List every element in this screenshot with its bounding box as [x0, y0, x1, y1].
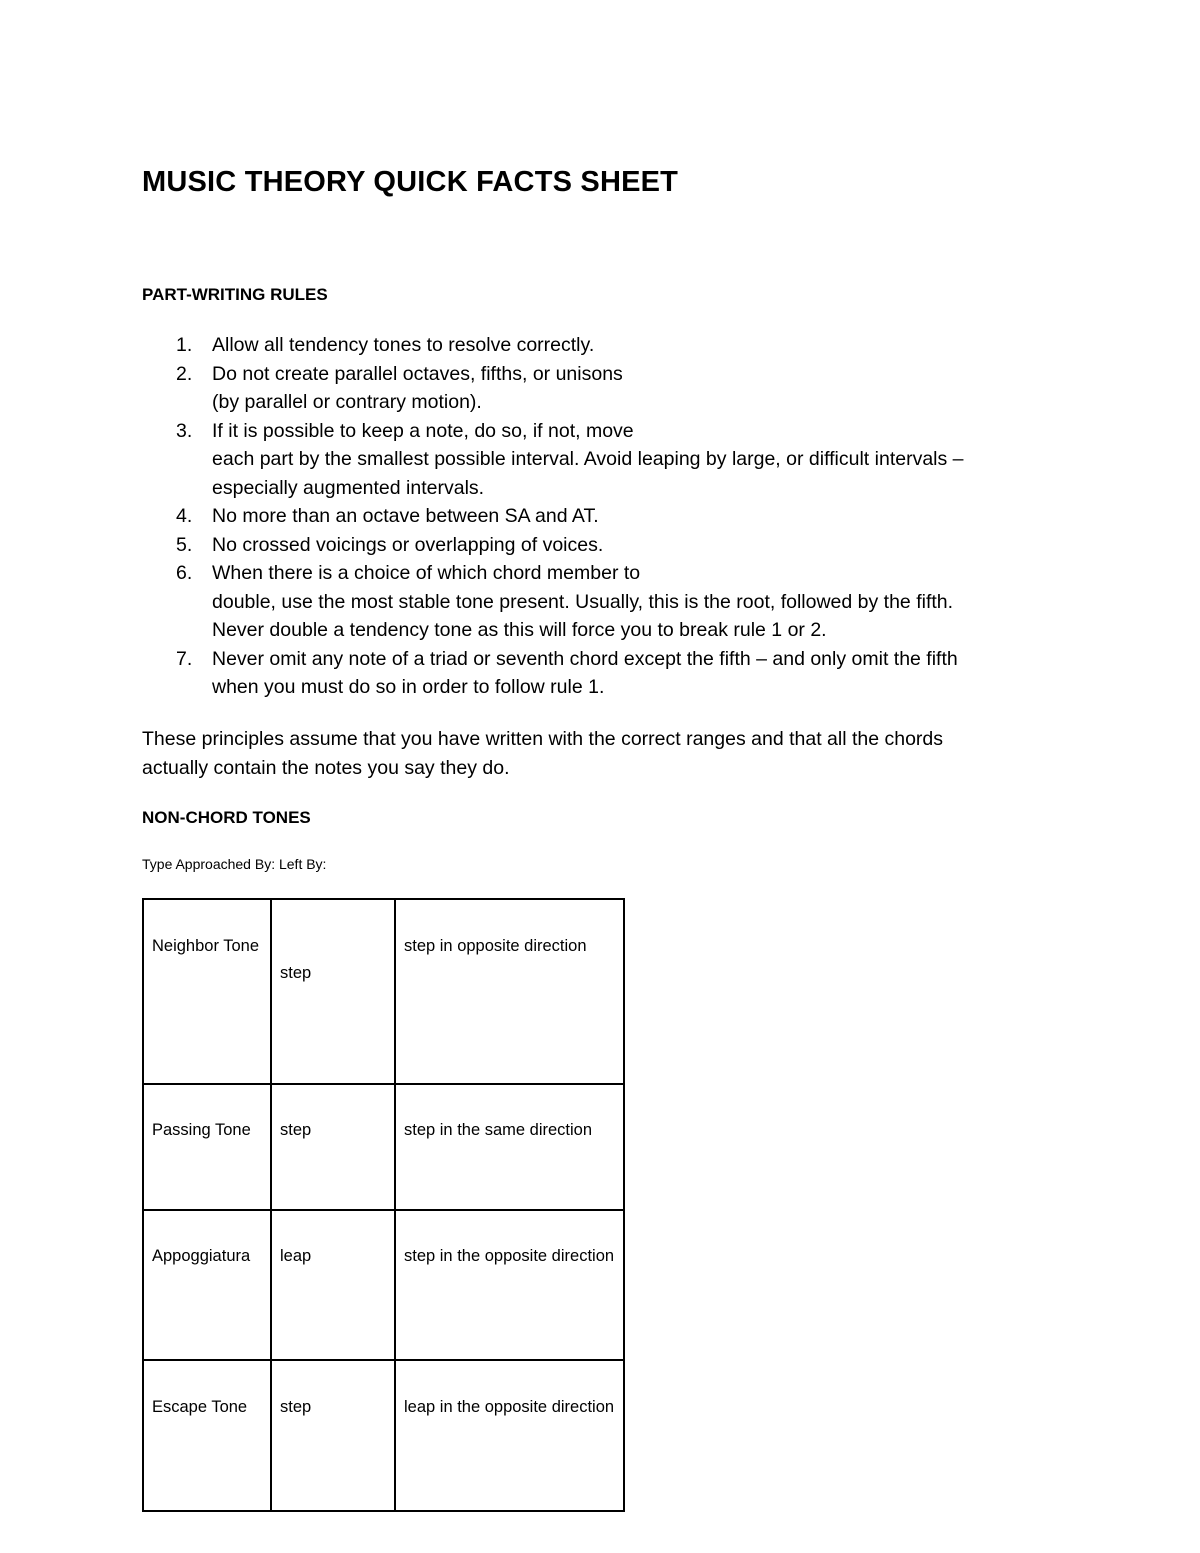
left-text: leap in the opposite direction [404, 1398, 615, 1416]
approached-text: leap [280, 1247, 312, 1265]
rule-item [142, 559, 1072, 645]
rule-text-line: No crossed voicings or overlapping of voices. [212, 533, 604, 556]
rule-text-line: especially augmented intervals. [212, 476, 485, 499]
rule-number: 2. [176, 362, 193, 385]
principles-line: actually contain the notes you say they do. [142, 756, 510, 779]
table-row [143, 1084, 624, 1210]
rule-text-line: when you must do so in order to follow rule 1. [212, 676, 605, 698]
rule-number: 6. [176, 562, 193, 584]
non-chord-tones-heading: NON-CHORD TONES [142, 808, 311, 827]
principles-paragraph [142, 725, 1072, 782]
rule-text-line: Never omit any note of a triad or seventh chord except the fifth – and only omit the fifth [212, 647, 958, 670]
rule-item [142, 360, 1072, 417]
part-writing-heading: PART-WRITING RULES [142, 285, 328, 304]
type-cell [143, 899, 271, 1084]
left-text: step in the same direction [404, 1121, 593, 1139]
approached-cell [271, 899, 395, 1084]
rule-number: 1. [176, 334, 193, 356]
non-chord-tones-table [142, 898, 625, 1512]
approached-cell [271, 1360, 395, 1511]
table-row [143, 1360, 624, 1511]
principles-line: These principles assume that you have written with the correct ranges and that all the chords [142, 728, 944, 750]
approached-cell [271, 1084, 395, 1210]
rule-item [142, 531, 1072, 560]
rule-number: 7. [176, 647, 193, 670]
rule-text-line: No more than an octave between SA and AT. [212, 505, 599, 527]
left-text: step in the opposite direction [404, 1247, 615, 1265]
type-cell [143, 1360, 271, 1511]
rule-text-line: Do not create parallel octaves, fifths, or unisons [212, 362, 623, 385]
type-cell [143, 1084, 271, 1210]
approached-cell [271, 1210, 395, 1360]
table-row [143, 899, 624, 1084]
rule-item [142, 417, 1072, 503]
rule-item [142, 645, 1072, 702]
type-text: Appoggiatura [152, 1247, 251, 1265]
approached-text: step [280, 964, 312, 982]
type-text: Neighbor Tone [152, 937, 260, 955]
rule-text-line: Never double a tendency tone as this will force you to break rule 1 or 2. [212, 619, 827, 641]
rule-text-line: each part by the smallest possible interval. Avoid leaping by large, or difficult intervals – [212, 448, 964, 470]
left-cell [395, 1210, 624, 1360]
part-writing-rules-list [142, 331, 1072, 702]
approached-text: step [280, 1121, 312, 1139]
type-text: Passing Tone [152, 1121, 251, 1139]
rule-number: 3. [176, 419, 193, 442]
rule-text-line: double, use the most stable tone present. Usually, this is the root, followed by the fifth. [212, 590, 954, 613]
type-cell [143, 1210, 271, 1360]
rule-item [142, 331, 1072, 360]
table-row [143, 1210, 624, 1360]
rule-item [142, 502, 1072, 531]
type-text: Escape Tone [152, 1398, 248, 1416]
left-text: step in opposite direction [404, 937, 587, 955]
rule-text-line: Allow all tendency tones to resolve correctly. [212, 334, 595, 356]
table-caption: Type Approached By: Left By: [142, 856, 327, 872]
left-cell [395, 1360, 624, 1511]
rule-number: 4. [176, 505, 193, 527]
rule-text-line: If it is possible to keep a note, do so, if not, move [212, 419, 634, 442]
left-cell [395, 1084, 624, 1210]
left-cell [395, 899, 624, 1084]
approached-text: step [280, 1398, 312, 1416]
rule-text-line: When there is a choice of which chord member to [212, 562, 641, 584]
rule-text-line: (by parallel or contrary motion). [212, 391, 482, 413]
rule-number: 5. [176, 533, 193, 556]
page-title: MUSIC THEORY QUICK FACTS SHEET [142, 166, 679, 198]
